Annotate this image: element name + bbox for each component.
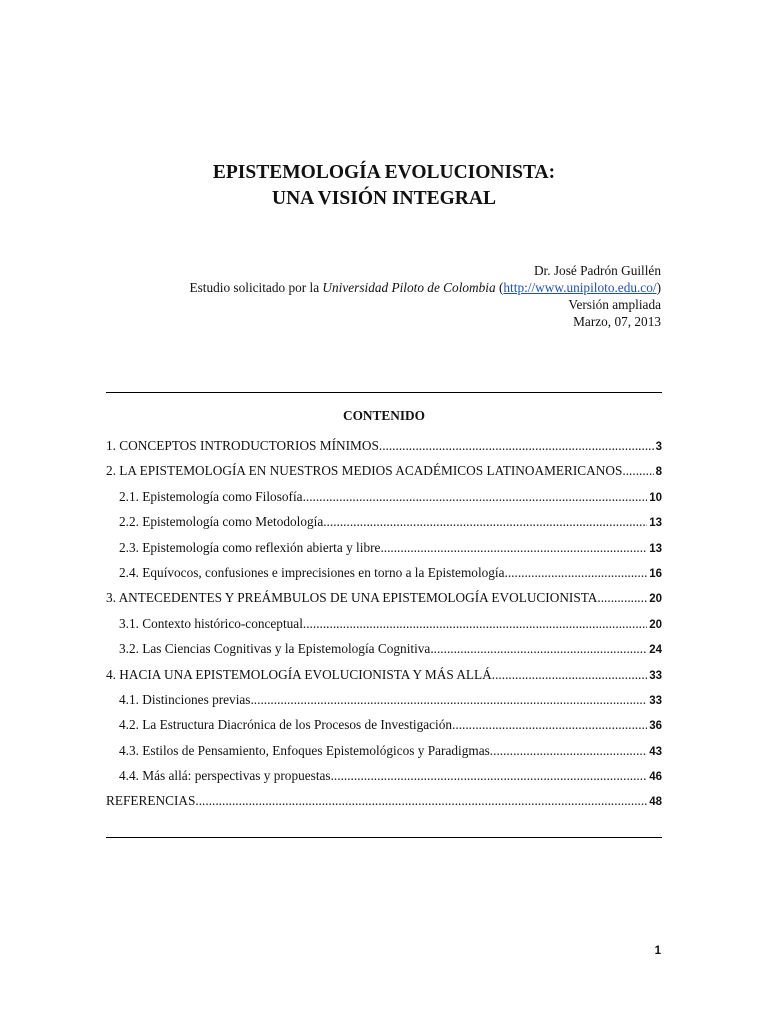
toc-entry[interactable] xyxy=(106,743,662,768)
toc-leader-dots xyxy=(379,438,654,454)
toc-entry[interactable] xyxy=(106,692,662,717)
page-number: 1 xyxy=(654,945,661,957)
toc-leader-dots xyxy=(331,768,648,784)
toc-entry-label: 2.1. Epistemología como Filosofía xyxy=(119,488,303,504)
document-title xyxy=(0,160,768,212)
toc-entry-label: 1. CONCEPTOS INTRODUCTORIOS MÍNIMOS xyxy=(106,438,379,453)
table-of-contents xyxy=(106,438,662,819)
document-date: Marzo, 07, 2013 xyxy=(573,314,661,329)
toc-entry[interactable] xyxy=(106,768,662,793)
toc-leader-dots xyxy=(492,667,647,683)
toc-entry-page: 33 xyxy=(649,669,662,682)
toc-entry[interactable] xyxy=(106,616,662,641)
toc-leader-dots xyxy=(323,514,647,530)
toc-leader-dots xyxy=(430,641,647,657)
toc-entry-label: 3.2. Las Ciencias Cognitivas y la Epistemología Cognitiva xyxy=(119,641,431,657)
open-paren: ( xyxy=(495,280,504,295)
toc-leader-dots xyxy=(195,793,647,809)
toc-bottom-rule xyxy=(106,837,662,838)
study-line xyxy=(101,279,661,296)
toc-entry-label: 4. HACIA UNA EPISTEMOLOGÍA EVOLUCIONISTA Y MÁS ALLÁ xyxy=(106,666,492,682)
toc-entry-label: 2.4. Equívocos, confusiones e imprecisiones en torno a la Epistemología xyxy=(119,564,505,580)
toc-entry-page: 24 xyxy=(649,644,662,657)
toc-entry[interactable] xyxy=(106,793,662,818)
toc-entry-label: 3.1. Contexto histórico-conceptual xyxy=(119,615,303,631)
toc-leader-dots xyxy=(490,743,647,759)
university-name: Universidad Piloto de Colombia xyxy=(322,280,496,295)
toc-entry-page: 13 xyxy=(649,517,662,530)
toc-entry-page: 33 xyxy=(649,694,662,707)
toc-entry[interactable] xyxy=(106,667,662,692)
toc-leader-dots xyxy=(303,616,647,632)
toc-entry-label: 4.1. Distinciones previas xyxy=(119,691,251,707)
toc-entry[interactable] xyxy=(106,463,662,488)
version-label: Versión ampliada xyxy=(568,297,661,312)
toc-entry-page: 16 xyxy=(649,567,662,580)
toc-entry-page: 3 xyxy=(655,441,662,453)
toc-entry-label: 3. ANTECEDENTES Y PREÁMBULOS DE UNA EPISTEMOLOGÍA EVOLUCIONISTA xyxy=(106,590,598,606)
toc-entry-label: 4.3. Estilos de Pensamiento, Enfoques Epistemológicos y Paradigmas xyxy=(119,742,490,758)
toc-leader-dots xyxy=(597,590,647,606)
toc-entry-label: 2.3. Epistemología como reflexión abierta y libre xyxy=(119,539,381,555)
toc-top-rule xyxy=(106,392,662,393)
toc-leader-dots xyxy=(622,463,653,479)
study-prefix: Estudio solicitado por la xyxy=(189,280,323,295)
toc-entry-page: 20 xyxy=(649,593,662,606)
toc-leader-dots xyxy=(303,489,648,505)
title-line-2: UNA VISIÓN INTEGRAL xyxy=(272,188,496,209)
toc-entry[interactable] xyxy=(106,489,662,514)
toc-entry[interactable] xyxy=(106,540,662,565)
toc-leader-dots xyxy=(505,565,648,581)
toc-entry-label: 4.4. Más allá: perspectivas y propuestas xyxy=(119,768,331,784)
toc-entry-page: 48 xyxy=(649,796,662,809)
toc-entry[interactable] xyxy=(106,641,662,666)
author-block xyxy=(101,262,661,330)
toc-leader-dots xyxy=(250,692,647,708)
toc-entry-page: 8 xyxy=(655,466,662,479)
university-link[interactable]: http://www.unipiloto.edu.co/ xyxy=(503,280,657,295)
toc-entry[interactable] xyxy=(106,717,662,742)
author-name: Dr. José Padrón Guillén xyxy=(533,263,661,278)
toc-entry-label: REFERENCIAS xyxy=(106,793,196,809)
toc-entry-page: 43 xyxy=(649,745,662,758)
toc-leader-dots xyxy=(452,717,647,733)
toc-leader-dots xyxy=(380,540,647,556)
toc-entry-page: 46 xyxy=(649,771,662,784)
toc-entry[interactable] xyxy=(106,565,662,590)
toc-entry-page: 36 xyxy=(649,720,662,733)
title-line-1: EPISTEMOLOGÍA EVOLUCIONISTA: xyxy=(212,162,556,183)
toc-heading: CONTENIDO xyxy=(342,408,425,423)
close-paren: ) xyxy=(656,280,661,295)
toc-entry[interactable] xyxy=(106,590,662,615)
toc-entry-label: 2.2. Epistemología como Metodología xyxy=(119,514,324,530)
toc-entry-page: 10 xyxy=(649,491,662,504)
toc-entry-label: 4.2. La Estructura Diacrónica de los Procesos de Investigación xyxy=(119,717,453,733)
toc-entry-page: 20 xyxy=(649,618,662,631)
toc-entry[interactable] xyxy=(106,514,662,539)
toc-entry-page: 13 xyxy=(649,542,662,555)
toc-entry[interactable] xyxy=(106,438,662,463)
toc-entry-label: 2. LA EPISTEMOLOGÍA EN NUESTROS MEDIOS ACADÉMICOS LATINOAMERICANOS xyxy=(106,463,623,479)
